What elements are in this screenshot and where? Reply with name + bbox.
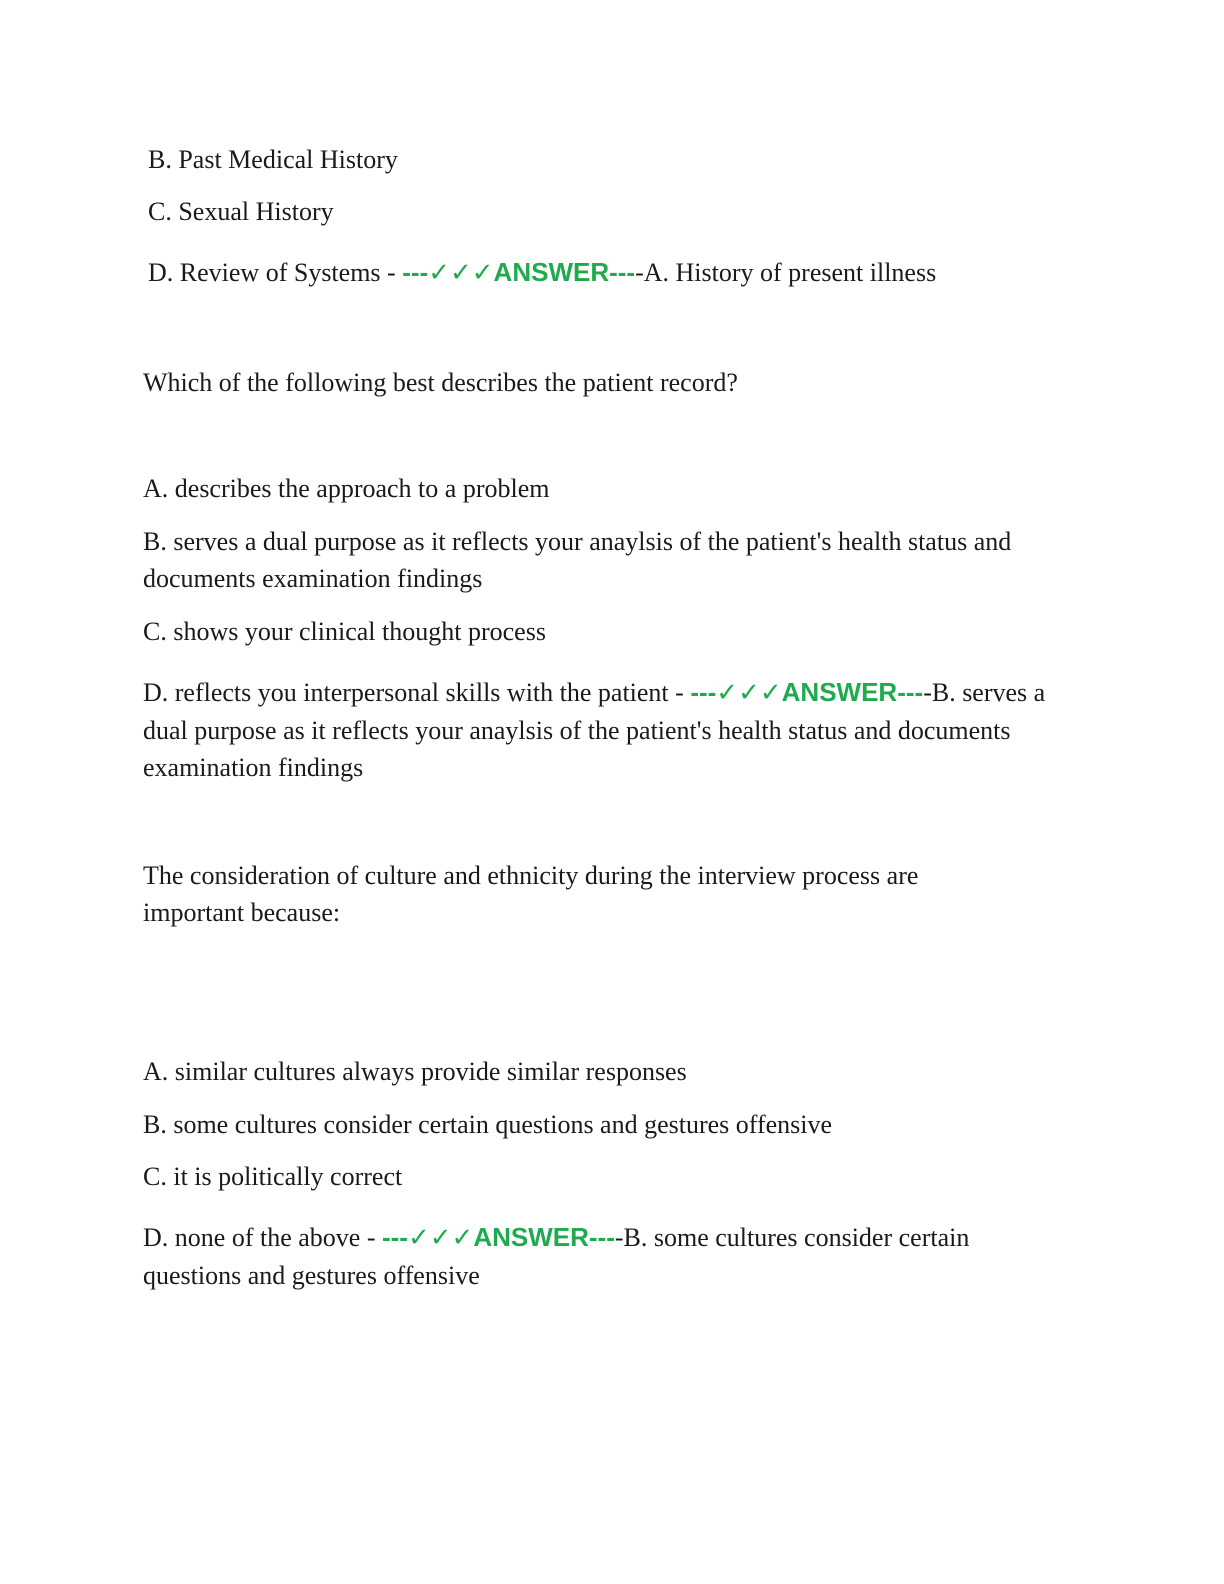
q2-option-c: C. shows your clinical thought process bbox=[143, 617, 546, 646]
q3-option-c: C. it is politically correct bbox=[143, 1162, 403, 1191]
q3-answer-label: ANSWER--- bbox=[473, 1222, 615, 1252]
q3-option-a: A. similar cultures always provide similar responses bbox=[143, 1057, 687, 1086]
q2-answer-label: ANSWER--- bbox=[781, 677, 924, 707]
q3-option-d-with-answer bbox=[143, 1219, 1073, 1294]
q1-option-d: D. Review of Systems - bbox=[148, 258, 403, 287]
q2-option-d: D. reflects you interpersonal skills with the patient - bbox=[143, 678, 691, 707]
q3-checkmark-icons: ✓✓✓ bbox=[407, 1223, 474, 1253]
q2-option-d-with-answer bbox=[143, 674, 1063, 786]
q3-option-d: D. none of the above - bbox=[143, 1223, 382, 1252]
q1-option-c: C. Sexual History bbox=[148, 197, 334, 226]
q3-answer-text: -B. some cultures consider certain questions and gestures offensive bbox=[143, 1223, 970, 1290]
q2-checkmark-icons: ✓✓✓ bbox=[716, 678, 782, 708]
q1-answer-text: -A. History of present illness bbox=[635, 258, 937, 287]
q1-checkmark-icons: ✓✓✓ bbox=[428, 258, 494, 288]
q2-question: Which of the following best describes the patient record? bbox=[143, 368, 738, 397]
q1-option-d-with-answer bbox=[148, 254, 936, 292]
q2-answer-prefix: --- bbox=[690, 677, 717, 707]
q3-option-b: B. some cultures consider certain questions and gestures offensive bbox=[143, 1110, 833, 1139]
q2-option-b: B. serves a dual purpose as it reflects your anaylsis of the patient's health status and documents examination findings bbox=[143, 527, 1012, 593]
q1-answer-prefix: --- bbox=[402, 257, 429, 287]
q2-answer-text: -B. serves a dual purpose as it reflects your anaylsis of the patient's health status and documents examination findings bbox=[143, 678, 1046, 782]
q2-option-a: A. describes the approach to a problem bbox=[143, 474, 550, 503]
q3-answer-prefix: --- bbox=[381, 1222, 408, 1252]
q1-option-b: B. Past Medical History bbox=[148, 145, 398, 174]
q1-answer-label: ANSWER--- bbox=[493, 257, 636, 287]
q3-question: The consideration of culture and ethnicity during the interview process are important because: bbox=[143, 861, 919, 927]
